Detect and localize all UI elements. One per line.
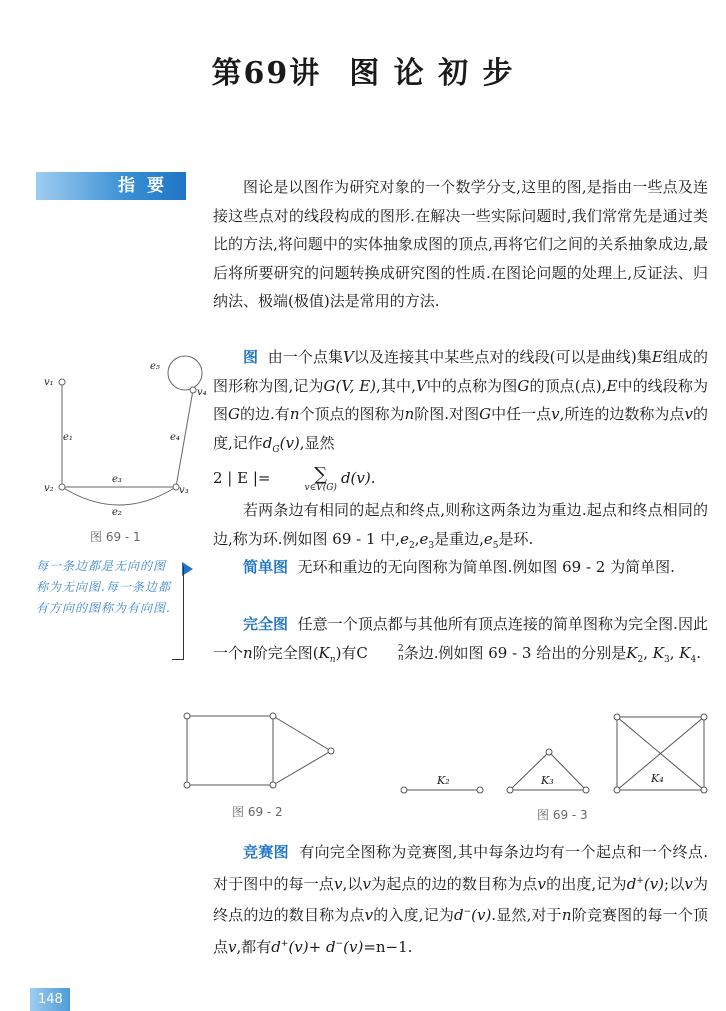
- label-e2: e₂: [112, 507, 122, 518]
- vertex-v1: [59, 379, 65, 385]
- label-v1: v₁: [44, 377, 54, 388]
- side-note-border: [183, 566, 184, 660]
- simple-graph-paragraph: 简单图 无环和重边的无向图称为简单图.例如图 69 - 2 为简单图.: [243, 558, 675, 576]
- multi-edge-paragraph: 若两条边有相同的起点和终点,则称这两条边为重边.起点和终点相同的边,称为环.例如图 69 - 1 中$,e_2,e_3$是重边$,e_5$是环.: [213, 501, 708, 551]
- page-number: 148: [30, 988, 70, 1011]
- degree-sum-formula: 2 | E |= ∑ v∈V(G) d(v).: [213, 463, 376, 493]
- label-k4: K₄: [651, 772, 664, 785]
- label-e4: e₄: [170, 432, 180, 443]
- figure-69-1: [30, 345, 207, 520]
- fig-69-1-caption: 图 69 - 1: [90, 530, 141, 544]
- label-v4: v₄: [197, 387, 207, 398]
- figure-69-3: [395, 706, 715, 796]
- graph-definition-paragraph: 图 由一个点集V以及连接其中某些点对的线段(可以是曲线)集E组成的图形称为图,记为G(V, E),其中,V中的点称为图G的顶点(点),E中的线段称为图G的边.有n个顶点的图称为n阶图.对图G中任一点v,所连的边数称为点v的度,记作$d_G(v)$,显然 2 | E |= ∑ v∈V(G) d(v).: [213, 343, 708, 493]
- label-e3: e₃: [112, 474, 122, 485]
- label-k3: K₃: [541, 774, 554, 787]
- side-note: 每一条边都是无向的图称为无向图.每一条边都有方向的图称为有向图.: [36, 559, 171, 615]
- figure-69-2: [180, 706, 345, 796]
- label-k2: K₂: [437, 774, 450, 787]
- edge-e2: [62, 487, 176, 505]
- fig-69-2-caption: 图 69 - 2: [232, 805, 283, 819]
- summary-banner: 指要: [36, 172, 186, 200]
- side-note-border-bottom: [172, 659, 183, 660]
- loop-e5: [168, 356, 202, 390]
- term-tournament: 竞赛图: [243, 843, 290, 861]
- complete-graph-paragraph: 完全图 任意一个顶点都与其他所有顶点连接的简单图称为完全图.因此一个n阶完全图$(K_n)$有C 2 n 条边.例如图 69 - 3 给出的分别是$K_2$, $K_3$, $K_4$.: [213, 615, 708, 665]
- page-title: [0, 48, 726, 92]
- intro-paragraph: 图论是以图作为研究对象的一个数学分支,这里的图,是指由一些点及连接这些点对的线段构成的图形.在解决一些实际问题时,我们常常先是通过类比的方法,将问题中的实体抽象成图的顶点,再将它们之间的关系抽象成边,最后将所要研究的问题转换成研究图的性质.在图论问题的处理上,反证法、归纳法、极端(极值)法是常用的方法.: [213, 178, 708, 310]
- term-simple-graph: 简单图: [243, 558, 289, 576]
- vertex-v4: [190, 387, 196, 393]
- term-graph: 图: [243, 348, 259, 366]
- lecture-number: 第69讲: [211, 56, 322, 91]
- label-e5: e₅: [150, 361, 160, 372]
- lecture-topic: 图 论 初 步: [349, 56, 515, 91]
- label-v2: v₂: [44, 483, 54, 494]
- tournament-paragraph: 竞赛图 有向完全图称为竞赛图,其中每条边均有一个起点和一个终点.对于图中的每一点v,以v为起点的边的数目称为点v的出度,记为d+(v);以v为终点的边的数目称为点v的入度,记为d−(v).显然,对于n阶竞赛图的每一个顶点v,都有d+(v)+ d−(v)=n−1.: [213, 843, 708, 956]
- term-complete-graph: 完全图: [243, 615, 289, 633]
- label-e1: e₁: [63, 432, 73, 443]
- fig-69-3-caption: 图 69 - 3: [537, 808, 588, 822]
- vertex-v2: [59, 484, 65, 490]
- label-v3: v₃: [179, 485, 189, 496]
